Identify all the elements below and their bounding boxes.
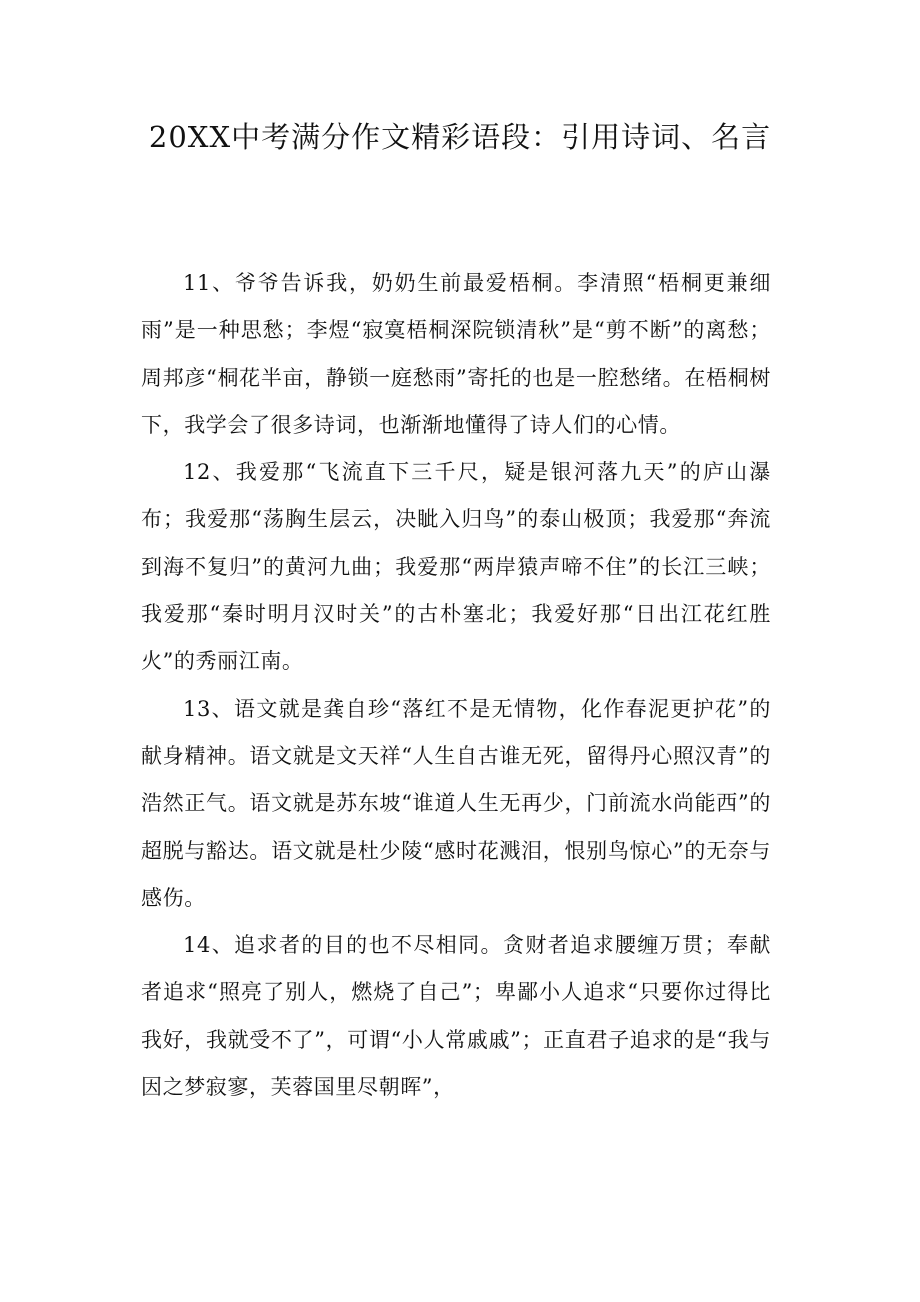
paragraph-13: 13、语文就是龚自珍“落红不是无情物，化作春泥更护花”的献身精神。语文就是文天祥“人生自古谁无死，留得丹心照汉青”的浩然正气。语文就是苏东坡“谁道人生无再少，门前流水尚能西”的超脱与豁达。语文就是杜少陵“感时花溅泪，恨别鸟惊心”的无奈与感伤。 [141,696,771,910]
document-body [141,260,771,1111]
paragraph-11: 11、爷爷告诉我，奶奶生前最爱梧桐。李清照“梧桐更兼细雨”是一种思愁；李煜“寂寞梧桐深院锁清秋”是“剪不断”的离愁；周邦彦“桐花半亩，静锁一庭愁雨”寄托的也是一腔愁绪。在梧桐树下，我学会了很多诗词，也渐渐地懂得了诗人们的心情。 [141,271,771,437]
document-title: 20XX中考满分作文精彩语段：引用诗词、名言 [148,120,772,154]
paragraph-12: 12、我爱那“飞流直下三千尺，疑是银河落九天”的庐山瀑布；我爱那“荡胸生层云，决眦入归鸟”的泰山极顶；我爱那“奔流到海不复归”的黄河九曲；我爱那“两岸猿声啼不住”的长江三峡；我爱那“秦时明月汉时关”的古朴塞北；我爱好那“日出江花红胜火”的秀丽江南。 [141,460,771,674]
paragraph-14: 14、追求者的目的也不尽相同。贪财者追求腰缠万贯；奉献者追求“照亮了别人，燃烧了自己”；卑鄙小人追求“只要你过得比我好，我就受不了”，可谓“小人常戚戚”；正直君子追求的是“我与因之梦寂寥，芙蓉国里尽朝晖”， [141,933,771,1100]
